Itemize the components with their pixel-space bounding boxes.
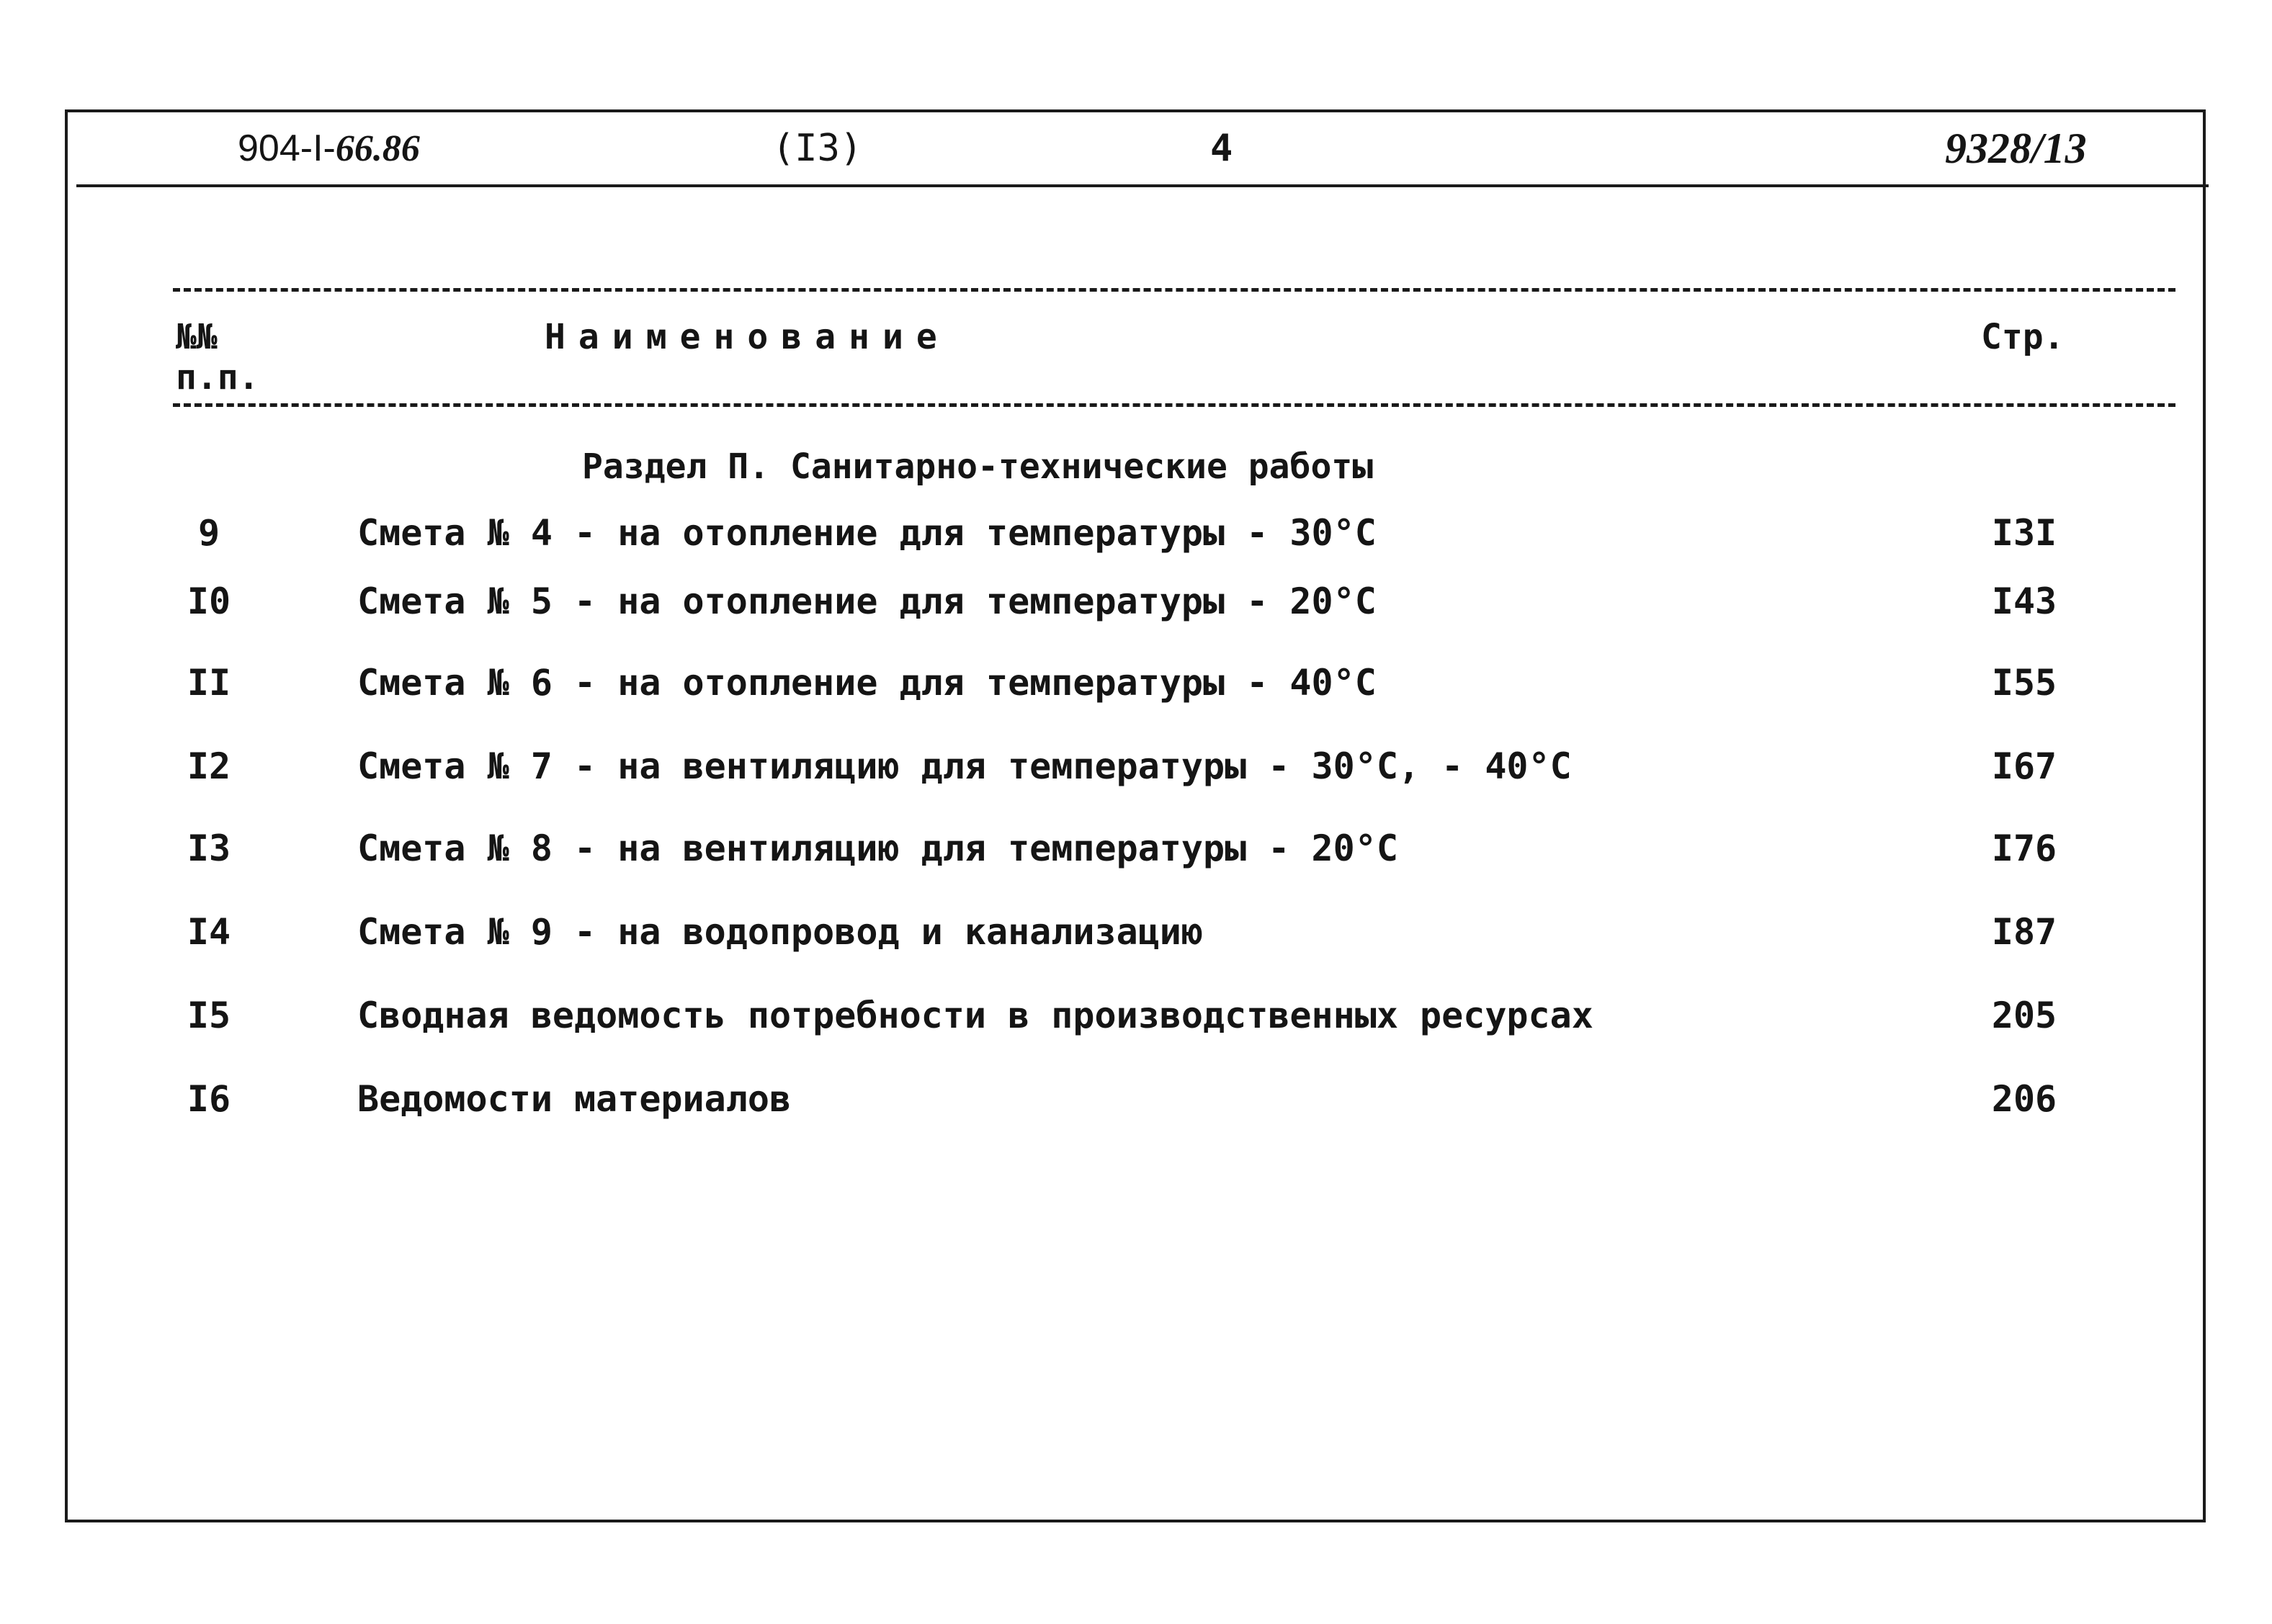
document-code-handwritten: 66.86 [335,128,420,169]
table-row [0,511,2272,557]
column-header-number: №№ п.п. [176,317,259,398]
row-number: 9 [197,512,220,554]
row-name: Смета № 9 - на водопровод и канализацию [357,911,1203,953]
table-row [0,580,2272,626]
row-name: Смета № 8 - на вентиляцию для температуры - 20°С [357,827,1398,869]
page-frame [65,109,2206,1522]
row-page: I76 [1991,827,2057,869]
row-number: I0 [187,580,231,622]
table-row [0,827,2272,873]
row-page: 206 [1991,1078,2057,1120]
table-row [0,910,2272,956]
row-name: Смета № 4 - на отопление для температуры - 30°С [357,512,1377,554]
sheet-label: (I3) [772,127,863,170]
column-header-name: Наименование [545,317,950,357]
row-name: Ведомости материалов [357,1078,792,1120]
row-number: I5 [187,995,231,1036]
row-number: I3 [187,827,231,869]
row-page: I87 [1991,911,2057,953]
document-code [238,127,420,171]
row-page: I43 [1991,580,2057,622]
row-number: I2 [187,745,231,787]
row-number: I6 [187,1078,231,1120]
table-header-dashed-rule [173,403,2175,407]
column-header-page: Стр. [1981,317,2065,357]
row-page: I55 [1991,662,2057,704]
header-divider [76,184,2209,187]
row-name: Смета № 7 - на вентиляцию для температуры - 30°С, - 40°С [357,745,1572,787]
table-row [0,1077,2272,1123]
table-top-dashed-rule [173,288,2175,292]
table-row [0,994,2272,1040]
row-page: I3I [1991,512,2057,554]
document-code-printed: 904-I- [238,127,336,169]
row-name: Сводная ведомость потребности в производственных ресурсах [357,995,1593,1036]
row-number: I4 [187,911,231,953]
row-page: 205 [1991,995,2057,1036]
row-name: Смета № 6 - на отопление для температуры - 40°С [357,662,1377,704]
row-name: Смета № 5 - на отопление для температуры - 20°С [357,580,1377,622]
inventory-number: 9328/13 [1945,125,2087,172]
page-number: 4 [1210,127,1233,170]
table-row [0,661,2272,707]
row-number: II [187,662,231,704]
table-row [0,745,2272,791]
row-page: I67 [1991,745,2057,787]
section-title: Раздел П. Санитарно-технические работы [582,447,1374,487]
